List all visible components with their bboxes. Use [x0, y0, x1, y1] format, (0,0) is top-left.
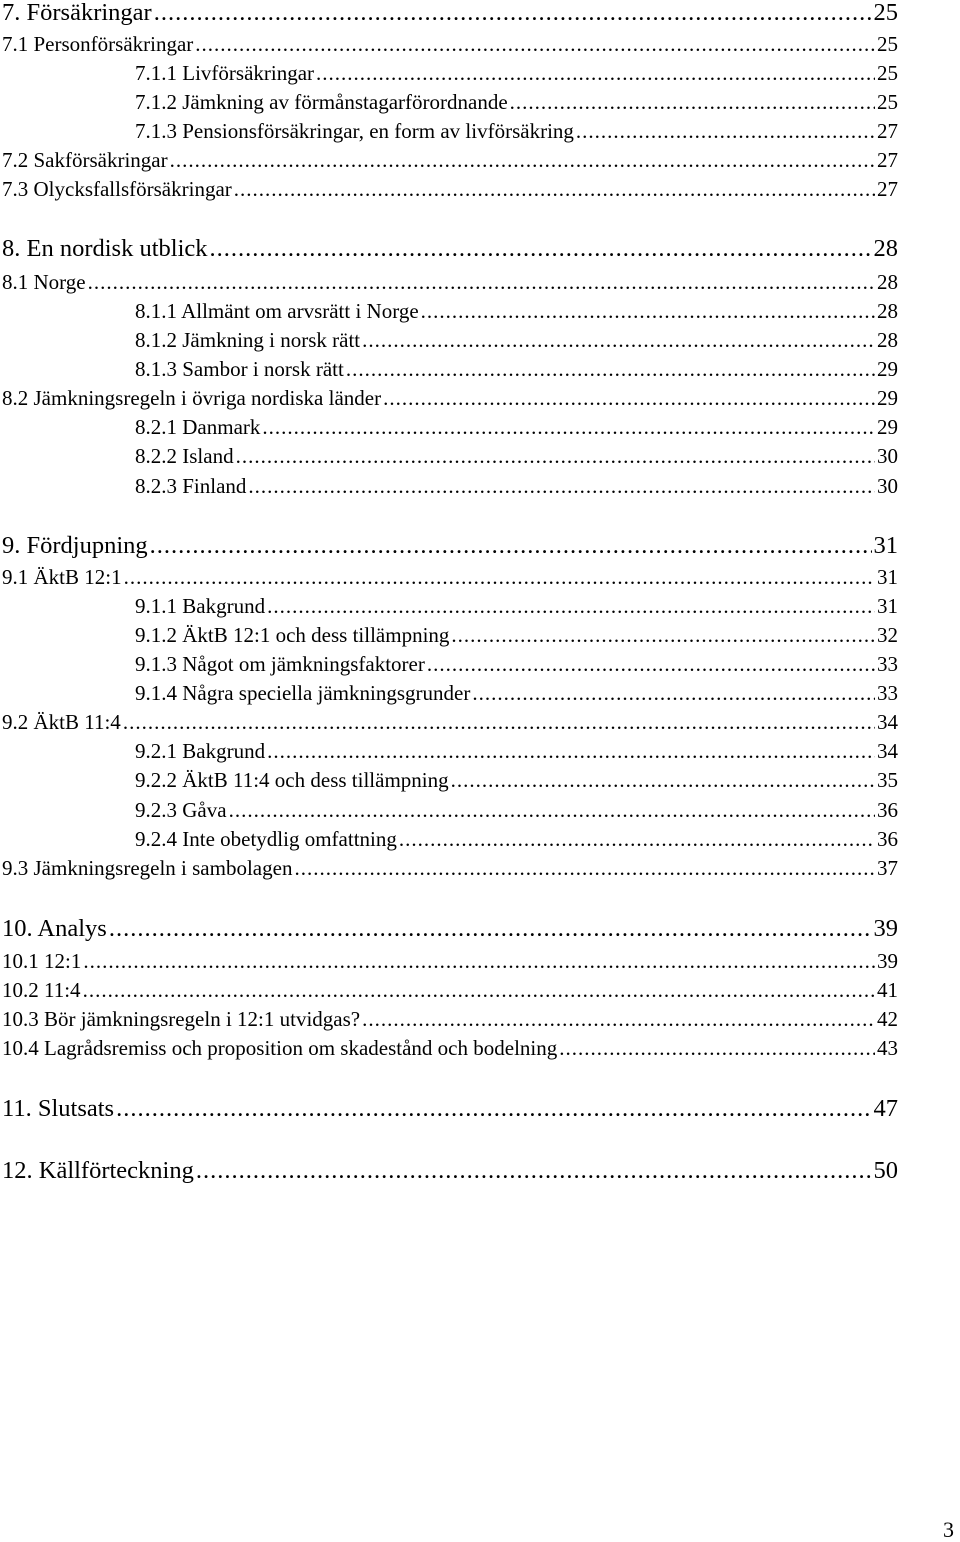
toc-entry[interactable]: [0, 31, 898, 57]
toc-entry[interactable]: [0, 948, 898, 974]
toc-entry-title: 8.1.2 Jämkning i norsk rätt: [135, 328, 361, 352]
toc-entry-page: 39: [873, 915, 898, 942]
toc-entry[interactable]: [0, 1094, 898, 1124]
dot-leader: [83, 948, 875, 974]
toc-entry-title: 7.1.1 Livförsäkringar: [135, 61, 315, 85]
toc-entry-title: 8.1.3 Sambor i norsk rätt: [135, 357, 344, 381]
toc-entry-title: 8.2.3 Finland: [135, 474, 247, 498]
dot-leader: [234, 176, 875, 202]
toc-entry-page: 30: [877, 474, 898, 498]
toc-entry-page: 34: [877, 739, 898, 763]
toc-entry-title: 10.4 Lagrådsremiss och proposition om skadestånd och bodelning: [2, 1036, 558, 1060]
toc-entry[interactable]: [0, 473, 898, 499]
dot-leader: [124, 564, 875, 590]
dot-leader: [559, 1035, 875, 1061]
toc-entry-title: 7.2 Sakförsäkringar: [2, 148, 168, 172]
dot-leader: [196, 1156, 872, 1186]
toc-entry-title: 9.1.4 Några speciella jämkningsgrunder: [135, 681, 471, 705]
toc-entry-title: 10. Analys: [2, 915, 107, 942]
toc-entry[interactable]: [0, 680, 898, 706]
toc-entry-title: 9.1.2 ÄktB 12:1 och dess tillämpning: [135, 623, 450, 647]
toc-entry-title: 9.1 ÄktB 12:1: [2, 565, 122, 589]
toc-entry-title: 9.1.3 Något om jämkningsfaktorer: [135, 652, 425, 676]
toc-entry-title: 9.2 ÄktB 11:4: [2, 710, 121, 734]
toc-entry-page: 28: [877, 270, 898, 294]
toc-entry-page: 39: [877, 949, 898, 973]
toc-entry-page: 25: [873, 0, 898, 26]
toc-entry[interactable]: [0, 327, 898, 353]
toc-entry-page: 27: [877, 177, 898, 201]
toc-entry-page: 27: [877, 119, 898, 143]
toc-entry[interactable]: [0, 1006, 898, 1032]
toc-entry[interactable]: [0, 767, 898, 793]
toc-entry[interactable]: [0, 593, 898, 619]
toc-entry-title: 7.1.2 Jämkning av förmånstagarförordnande: [135, 90, 508, 114]
toc-entry[interactable]: [0, 356, 898, 382]
toc-entry-title: 8.1.1 Allmänt om arvsrätt i Norge: [135, 299, 419, 323]
toc-entry-page: 29: [877, 357, 898, 381]
toc-entry-page: 36: [877, 827, 898, 851]
toc-entry-page: 32: [877, 623, 898, 647]
dot-leader: [316, 60, 875, 86]
toc-entry[interactable]: [0, 269, 898, 295]
toc-entry-page: 47: [873, 1095, 898, 1122]
dot-leader: [362, 1006, 875, 1032]
toc-entry-page: 35: [877, 768, 898, 792]
toc-entry-title: 12. Källförteckning: [2, 1157, 194, 1184]
toc-entry-page: 31: [877, 594, 898, 618]
toc-entry-title: 8.2.2 Island: [135, 444, 234, 468]
dot-leader: [150, 531, 872, 561]
toc-entry[interactable]: [0, 414, 898, 440]
toc-entry[interactable]: [0, 564, 898, 590]
toc-entry-page: 28: [873, 235, 898, 262]
dot-leader: [267, 593, 875, 619]
toc-entry-page: 30: [877, 444, 898, 468]
toc-entry-page: 28: [877, 299, 898, 323]
dot-leader: [399, 826, 875, 852]
dot-leader: [421, 298, 875, 324]
page-number: 3: [943, 1517, 954, 1542]
toc-entry-title: 9.1.1 Bakgrund: [135, 594, 266, 618]
toc-entry-page: 36: [877, 798, 898, 822]
toc-entry-title: 9.2.4 Inte obetydlig omfattning: [135, 827, 397, 851]
toc-entry-page: 29: [877, 415, 898, 439]
toc-entry-page: 27: [877, 148, 898, 172]
toc-entry-title: 9.2.1 Bakgrund: [135, 739, 266, 763]
toc-entry-page: 43: [877, 1036, 898, 1060]
toc-entry-page: 25: [877, 61, 898, 85]
toc-entry[interactable]: [0, 298, 898, 324]
dot-leader: [123, 709, 875, 735]
dot-leader: [109, 914, 872, 944]
toc-entry-page: 42: [877, 1007, 898, 1031]
toc-entry-title: 10.1 12:1: [2, 949, 82, 973]
dot-leader: [294, 855, 875, 881]
toc-entry-title: 9.2.2 ÄktB 11:4 och dess tillämpning: [135, 768, 449, 792]
dot-leader: [154, 0, 872, 28]
toc-entry-page: 50: [873, 1157, 898, 1184]
toc-entry-page: 34: [877, 710, 898, 734]
toc-entry-title: 10.3 Bör jämkningsregeln i 12:1 utvidgas?: [2, 1007, 361, 1031]
toc-entry[interactable]: [0, 531, 898, 561]
dot-leader: [451, 622, 875, 648]
toc-entry-title: 11. Slutsats: [2, 1095, 115, 1122]
toc-entry-title: 8.1 Norge: [2, 270, 86, 294]
toc-entry[interactable]: [0, 443, 898, 469]
dot-leader: [195, 31, 875, 57]
toc-entry-title: 8.2 Jämkningsregeln i övriga nordiska länder: [2, 386, 382, 410]
toc-entry[interactable]: [0, 622, 898, 648]
toc-entry[interactable]: [0, 709, 898, 735]
toc-entry-page: 33: [877, 681, 898, 705]
toc-entry[interactable]: [0, 385, 898, 411]
dot-leader: [510, 89, 875, 115]
toc-entry-page: 33: [877, 652, 898, 676]
toc-entry[interactable]: [0, 176, 898, 202]
toc-entry-title: 8. En nordisk utblick: [2, 235, 208, 262]
dot-leader: [451, 767, 875, 793]
toc-entry[interactable]: [0, 118, 898, 144]
toc-entry[interactable]: [0, 914, 898, 944]
dot-leader: [83, 977, 875, 1003]
dot-leader: [116, 1094, 871, 1124]
toc-entry[interactable]: [0, 738, 898, 764]
toc-entry-title: 7. Försäkringar: [2, 0, 152, 26]
dot-leader: [576, 118, 875, 144]
toc-entry-page: 31: [873, 532, 898, 559]
toc-entry-page: 25: [877, 90, 898, 114]
toc-entry[interactable]: [0, 89, 898, 115]
toc-entry[interactable]: [0, 234, 898, 264]
dot-leader: [267, 738, 875, 764]
dot-leader: [472, 680, 875, 706]
toc-entry-title: 7.3 Olycksfallsförsäkringar: [2, 177, 232, 201]
toc-entry[interactable]: [0, 855, 898, 881]
toc-entry[interactable]: [0, 1156, 898, 1186]
toc-entry-title: 8.2.1 Danmark: [135, 415, 261, 439]
toc-entry-page: 28: [877, 328, 898, 352]
toc-entry-title: 10.2 11:4: [2, 978, 81, 1002]
toc-entry[interactable]: [0, 0, 898, 28]
toc-entry-title: 9.2.3 Gåva: [135, 798, 227, 822]
dot-leader: [262, 414, 875, 440]
dot-leader: [346, 356, 875, 382]
toc-entry-page: 31: [877, 565, 898, 589]
toc-entry-page: 41: [877, 978, 898, 1002]
dot-leader: [210, 234, 872, 264]
toc-entry[interactable]: [0, 1035, 898, 1061]
dot-leader: [88, 269, 875, 295]
toc-entry[interactable]: [0, 60, 898, 86]
toc-entry-title: 9.3 Jämkningsregeln i sambolagen: [2, 856, 293, 880]
toc-entry[interactable]: [0, 797, 898, 823]
toc-entry[interactable]: [0, 651, 898, 677]
toc-entry[interactable]: [0, 977, 898, 1003]
dot-leader: [427, 651, 875, 677]
dot-leader: [248, 473, 875, 499]
dot-leader: [383, 385, 875, 411]
toc-entry-title: 7.1.3 Pensionsförsäkringar, en form av livförsäkring: [135, 119, 574, 143]
toc-entry-title: 9. Fördjupning: [2, 532, 148, 559]
toc-entry[interactable]: [0, 147, 898, 173]
toc-entry[interactable]: [0, 826, 898, 852]
dot-leader: [236, 443, 875, 469]
toc-entry-page: 29: [877, 386, 898, 410]
toc-entry-page: 25: [877, 32, 898, 56]
dot-leader: [170, 147, 875, 173]
toc-entry-title: 7.1 Personförsäkringar: [2, 32, 194, 56]
dot-leader: [229, 797, 875, 823]
dot-leader: [362, 327, 875, 353]
toc-entry-page: 37: [877, 856, 898, 880]
